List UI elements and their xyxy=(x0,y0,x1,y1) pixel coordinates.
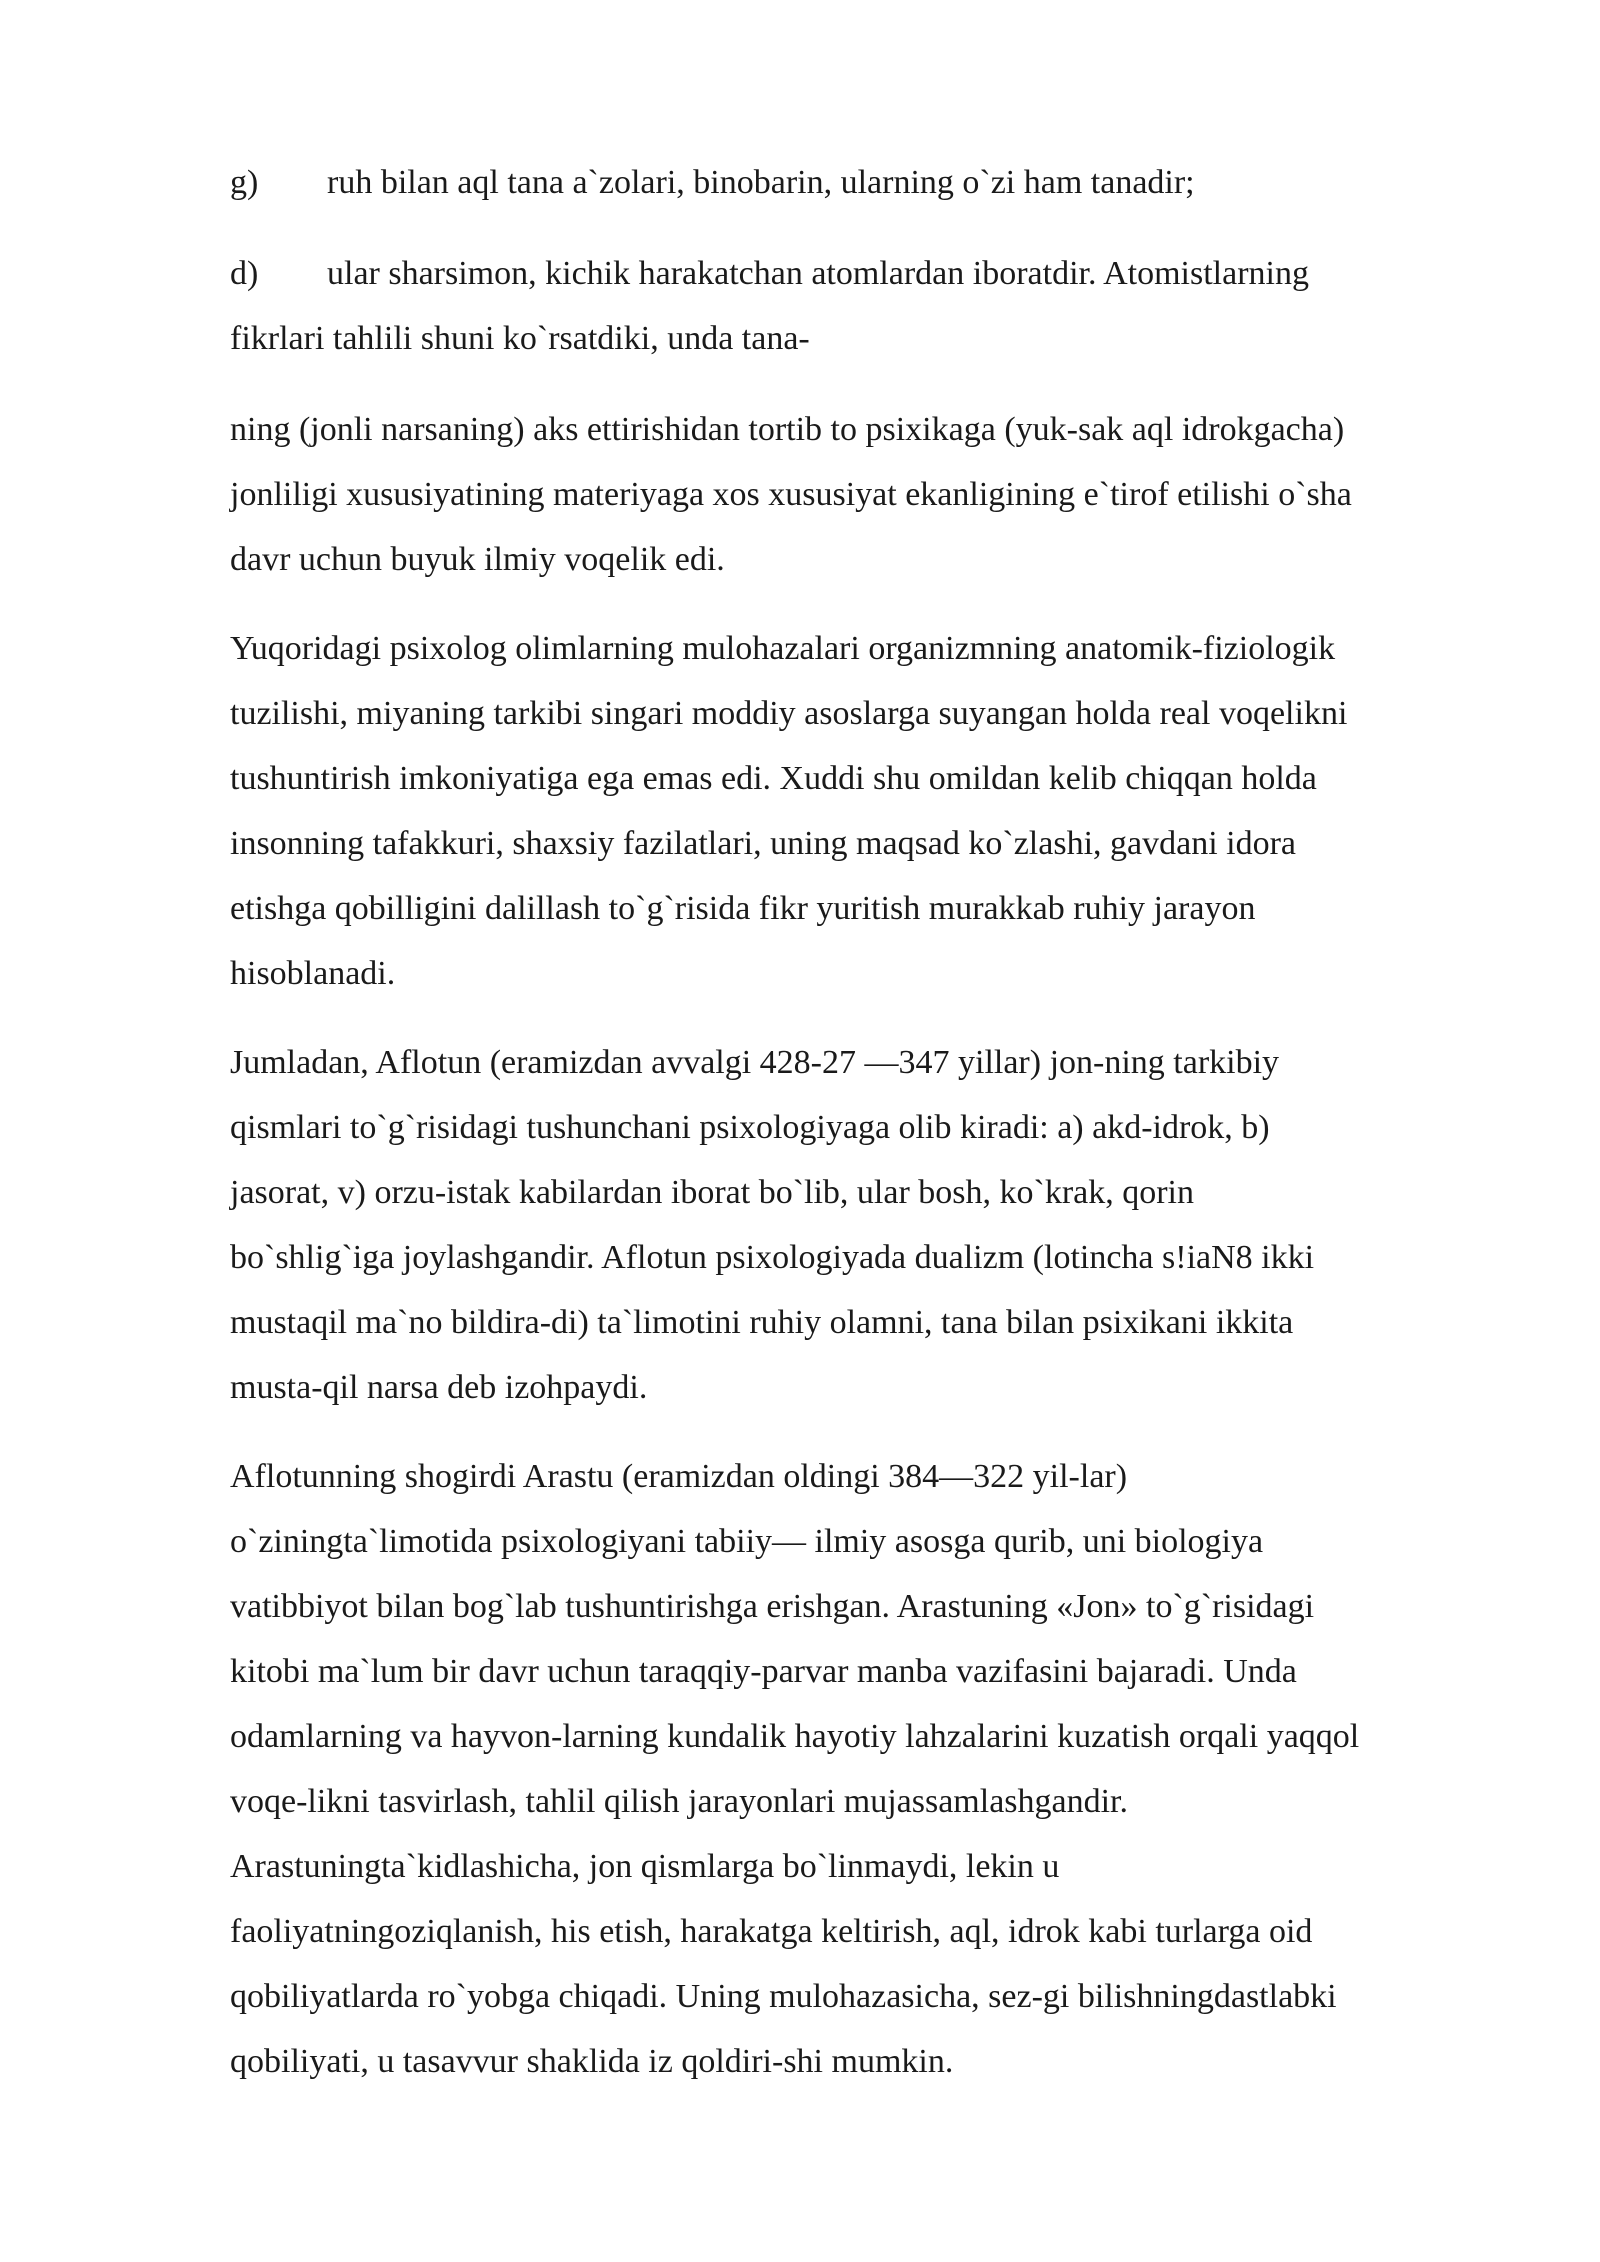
text-line: fikrlari tahlili shuni ko`rsatdiki, unda tana- xyxy=(230,320,810,357)
text-line: odamlarning va hayvon-larning kundalik hayotiy lahzalarini kuzatish orqali yaqqol xyxy=(230,1718,1360,1755)
text-line: tuzilishi, miyaning tarkibi singari moddiy asoslarga suyangan holda real voqelikni xyxy=(230,695,1348,732)
text-line: musta-qil narsa deb izohpaydi. xyxy=(230,1369,648,1406)
text-line: ruh bilan aql tana a`zolari, binobarin, ularning o`zi ham tanadir; xyxy=(327,164,1195,201)
text-line: qobiliyati, u tasavvur shaklida iz qoldiri-shi mumkin. xyxy=(230,2043,954,2080)
paragraph xyxy=(230,1030,1500,1420)
text-line: insonning tafakkuri, shaxsiy fazilatlari, uning maqsad ko`zlashi, gavdani idora xyxy=(230,825,1297,862)
list-marker: d) xyxy=(230,255,259,292)
text-line: jonliligi xususiyatining materiyaga xos xususiyat ekanligining e`tirof etilishi o`sha xyxy=(230,476,1352,513)
paragraph xyxy=(230,1444,1500,2094)
text-line: vatibbiyot bilan bog`lab tushuntirishga erishgan. Arastuning «Jon» to`g`risidagi xyxy=(230,1588,1315,1625)
text-line: ning (jonli narsaning) aks ettirishidan tortib to psixikaga (yuk-sak aql idrokgacha) xyxy=(230,411,1345,448)
text-line: Jumladan, Aflotun (eramizdan avvalgi 428-27 —347 yillar) jon-ning tarkibiy xyxy=(230,1044,1280,1081)
paragraph xyxy=(230,397,1500,592)
text-line: qobiliyatlarda ro`yobga chiqadi. Uning mulohazasicha, sez-gi bilishningdastlabki xyxy=(230,1978,1337,2015)
text-line: bo`shlig`iga joylashgandir. Aflotun psixologiyada dualizm (lotincha s!iaN8 ikki xyxy=(230,1239,1315,1276)
text-line: tushuntirish imkoniyatiga ega emas edi. Xuddi shu omildan kelib chiqqan holda xyxy=(230,760,1317,797)
text-line: Arastuningta`kidlashicha, jon qismlarga bo`linmaydi, lekin u xyxy=(230,1848,1060,1885)
list-marker: g) xyxy=(230,164,259,201)
text-line: hisoblanadi. xyxy=(230,955,396,992)
list-item xyxy=(230,150,1500,215)
text-line: davr uchun buyuk ilmiy voqelik edi. xyxy=(230,541,725,578)
list-item-text xyxy=(327,150,1500,215)
text-line: Aflotunning shogirdi Arastu (eramizdan oldingi 384—322 yil-lar) xyxy=(230,1458,1128,1495)
text-line: o`ziningta`limotida psixologiyani tabiiy— ilmiy asosga qurib, uni biologiya xyxy=(230,1523,1264,1560)
text-line: voqe-likni tasvirlash, tahlil qilish jarayonlari mujassamlashgandir. xyxy=(230,1783,1128,1820)
list-item-wrapper xyxy=(230,241,1500,371)
text-line: qismlari to`g`risidagi tushunchani psixologiyaga olib kiradi: a) akd-idrok, b) xyxy=(230,1109,1270,1146)
list-item xyxy=(230,241,1500,306)
list-item-text xyxy=(327,241,1500,306)
text-line: ular sharsimon, kichik harakatchan atomlardan iboratdir. Atomistlarning xyxy=(327,255,1309,292)
document-body xyxy=(230,150,1500,2118)
text-line: mustaqil ma`no bildira-di) ta`limotini ruhiy olamni, tana bilan psixikani ikkita xyxy=(230,1304,1294,1341)
paragraph xyxy=(230,616,1500,1006)
text-line: kitobi ma`lum bir davr uchun taraqqiy-parvar manba vazifasini bajaradi. Unda xyxy=(230,1653,1297,1690)
text-line: faoliyatningoziqlanish, his etish, harakatga keltirish, aql, idrok kabi turlarga oid xyxy=(230,1913,1313,1950)
text-line: etishga qobilligini dalillash to`g`risida fikr yuritish murakkab ruhiy jarayon xyxy=(230,890,1256,927)
text-line: Yuqoridagi psixolog olimlarning mulohazalari organizmning anatomik-fiziologik xyxy=(230,630,1336,667)
text-line: jasorat, v) orzu-istak kabilardan iborat bo`lib, ular bosh, ko`krak, qorin xyxy=(230,1174,1195,1211)
